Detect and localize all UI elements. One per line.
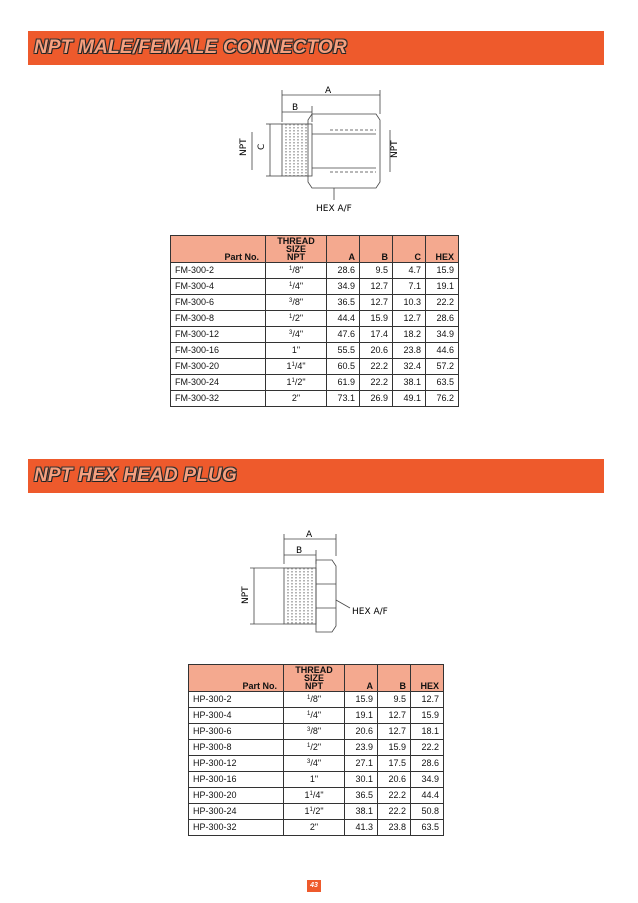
hex-value-cell: 18.1 <box>411 724 444 740</box>
b-value-cell: 26.9 <box>360 391 393 407</box>
thread-size-cell: 2" <box>284 820 345 836</box>
a-value-cell: 20.6 <box>345 724 378 740</box>
table-row <box>189 692 444 708</box>
b-value-cell: 9.5 <box>378 692 411 708</box>
a-value-cell: 28.6 <box>327 263 360 279</box>
hex-value-cell: 15.9 <box>411 708 444 724</box>
thread-size-cell: $^1$/4" <box>266 279 327 295</box>
c-value-cell: 10.3 <box>393 295 426 311</box>
a-value-cell: 34.9 <box>327 279 360 295</box>
part-number-cell: FM-300-32 <box>171 391 266 407</box>
hex-value-cell: 50.8 <box>411 804 444 820</box>
b-value-cell: 22.2 <box>360 375 393 391</box>
b-value-cell: 15.9 <box>360 311 393 327</box>
col-a: A <box>327 236 360 263</box>
part-number-cell: FM-300-6 <box>171 295 266 311</box>
part-number-cell: FM-300-20 <box>171 359 266 375</box>
a-value-cell: 23.9 <box>345 740 378 756</box>
col-thread-size: THREAD SIZE NPT <box>266 236 327 263</box>
hex-value-cell: 76.2 <box>426 391 459 407</box>
col-a: A <box>345 665 378 692</box>
b-value-cell: 22.2 <box>378 804 411 820</box>
hex-value-cell: 28.6 <box>426 311 459 327</box>
dim-a-label: A <box>325 86 332 96</box>
c-value-cell: 7.1 <box>393 279 426 295</box>
table-row <box>171 327 459 343</box>
part-number-cell: FM-300-2 <box>171 263 266 279</box>
col-b: B <box>378 665 411 692</box>
a-value-cell: 47.6 <box>327 327 360 343</box>
table-header-row <box>189 665 444 692</box>
c-value-cell: 32.4 <box>393 359 426 375</box>
thread-size-cell: $1^1/2$" <box>266 375 327 391</box>
thread-size-cell: $^1$/2" <box>284 740 345 756</box>
table-row <box>189 724 444 740</box>
col-part-no: Part No. <box>171 236 266 263</box>
hex-value-cell: 28.6 <box>411 756 444 772</box>
section-title: NPT HEX HEAD PLUG <box>34 465 237 486</box>
table-row <box>171 279 459 295</box>
hex-value-cell: 57.2 <box>426 359 459 375</box>
page-number: 43 <box>307 880 321 892</box>
a-value-cell: 36.5 <box>327 295 360 311</box>
part-number-cell: HP-300-2 <box>189 692 284 708</box>
part-number-cell: FM-300-8 <box>171 311 266 327</box>
hex-value-cell: 34.9 <box>426 327 459 343</box>
hex-value-cell: 34.9 <box>411 772 444 788</box>
hex-value-cell: 22.2 <box>426 295 459 311</box>
plug-drawing <box>232 528 402 638</box>
part-number-cell: HP-300-32 <box>189 820 284 836</box>
part-number-cell: HP-300-12 <box>189 756 284 772</box>
c-value-cell: 12.7 <box>393 311 426 327</box>
a-value-cell: 38.1 <box>345 804 378 820</box>
npt-right-label: NPT <box>390 140 400 158</box>
c-value-cell: 4.7 <box>393 263 426 279</box>
hex-value-cell: 12.7 <box>411 692 444 708</box>
table-row <box>189 708 444 724</box>
b-value-cell: 12.7 <box>360 279 393 295</box>
part-number-cell: HP-300-24 <box>189 804 284 820</box>
hex-value-cell: 63.5 <box>411 820 444 836</box>
npt-label: NPT <box>241 586 251 604</box>
table-row <box>189 756 444 772</box>
table-row <box>171 375 459 391</box>
dim-b-label: B <box>296 546 303 556</box>
c-value-cell: 38.1 <box>393 375 426 391</box>
a-value-cell: 19.1 <box>345 708 378 724</box>
b-value-cell: 23.8 <box>378 820 411 836</box>
dim-c-label: C <box>257 143 267 150</box>
thread-size-cell: $1^1/4$" <box>284 788 345 804</box>
col-part-no: Part No. <box>189 665 284 692</box>
b-value-cell: 12.7 <box>378 708 411 724</box>
b-value-cell: 12.7 <box>378 724 411 740</box>
a-value-cell: 55.5 <box>327 343 360 359</box>
dim-b-label: B <box>292 103 299 113</box>
a-value-cell: 27.1 <box>345 756 378 772</box>
b-value-cell: 12.7 <box>360 295 393 311</box>
part-number-cell: HP-300-16 <box>189 772 284 788</box>
thread-size-cell: $^1$/8" <box>266 263 327 279</box>
col-hex: HEX <box>411 665 444 692</box>
part-number-cell: FM-300-4 <box>171 279 266 295</box>
b-value-cell: 22.2 <box>360 359 393 375</box>
part-number-cell: FM-300-24 <box>171 375 266 391</box>
b-value-cell: 15.9 <box>378 740 411 756</box>
col-b: B <box>360 236 393 263</box>
a-value-cell: 73.1 <box>327 391 360 407</box>
hex-af-label: HEX A/F <box>352 607 388 617</box>
thread-size-cell: 1" <box>266 343 327 359</box>
hex-value-cell: 19.1 <box>426 279 459 295</box>
table-row <box>189 772 444 788</box>
part-number-cell: FM-300-16 <box>171 343 266 359</box>
c-value-cell: 49.1 <box>393 391 426 407</box>
plug-spec-table <box>188 664 444 836</box>
table-row <box>189 740 444 756</box>
part-number-cell: HP-300-4 <box>189 708 284 724</box>
hex-value-cell: 22.2 <box>411 740 444 756</box>
table-header-row <box>171 236 459 263</box>
thread-size-cell: $^3$/8" <box>284 724 345 740</box>
col-c: C <box>393 236 426 263</box>
table-row <box>171 263 459 279</box>
col-thread-size: THREAD SIZE NPT <box>284 665 345 692</box>
col-hex: HEX <box>426 236 459 263</box>
hex-af-label: HEX A/F <box>316 204 352 214</box>
table-row <box>189 788 444 804</box>
b-value-cell: 17.5 <box>378 756 411 772</box>
table-row <box>171 359 459 375</box>
connector-drawing <box>230 84 400 221</box>
a-value-cell: 60.5 <box>327 359 360 375</box>
table-row <box>171 295 459 311</box>
a-value-cell: 41.3 <box>345 820 378 836</box>
thread-size-cell: $^3$/4" <box>284 756 345 772</box>
a-value-cell: 44.4 <box>327 311 360 327</box>
thread-size-cell: $^3$/8" <box>266 295 327 311</box>
thread-size-cell: $^1$/4" <box>284 708 345 724</box>
part-number-cell: HP-300-8 <box>189 740 284 756</box>
thread-size-cell: 2" <box>266 391 327 407</box>
a-value-cell: 15.9 <box>345 692 378 708</box>
table-row <box>189 804 444 820</box>
connector-spec-table <box>170 235 459 407</box>
part-number-cell: HP-300-6 <box>189 724 284 740</box>
table-row <box>171 343 459 359</box>
b-value-cell: 20.6 <box>360 343 393 359</box>
hex-value-cell: 44.6 <box>426 343 459 359</box>
b-value-cell: 20.6 <box>378 772 411 788</box>
a-value-cell: 36.5 <box>345 788 378 804</box>
c-value-cell: 18.2 <box>393 327 426 343</box>
thread-size-cell: 1" <box>284 772 345 788</box>
thread-size-cell: $^1$/8" <box>284 692 345 708</box>
b-value-cell: 17.4 <box>360 327 393 343</box>
part-number-cell: HP-300-20 <box>189 788 284 804</box>
c-value-cell: 23.8 <box>393 343 426 359</box>
table-row <box>171 391 459 407</box>
part-number-cell: FM-300-12 <box>171 327 266 343</box>
a-value-cell: 61.9 <box>327 375 360 391</box>
b-value-cell: 22.2 <box>378 788 411 804</box>
section-banner-connector <box>28 31 604 65</box>
b-value-cell: 9.5 <box>360 263 393 279</box>
thread-size-cell: $1^1/2$" <box>284 804 345 820</box>
section-title: NPT MALE/FEMALE CONNECTOR <box>34 37 347 58</box>
npt-left-label: NPT <box>239 138 249 156</box>
dim-a-label: A <box>306 530 313 540</box>
thread-size-cell: $^1$/2" <box>266 311 327 327</box>
table-row <box>171 311 459 327</box>
table-row <box>189 820 444 836</box>
thread-size-cell: $^3$/4" <box>266 327 327 343</box>
hex-value-cell: 44.4 <box>411 788 444 804</box>
a-value-cell: 30.1 <box>345 772 378 788</box>
hex-value-cell: 63.5 <box>426 375 459 391</box>
section-banner-plug <box>28 459 604 493</box>
thread-size-cell: $1^1/4$" <box>266 359 327 375</box>
hex-value-cell: 15.9 <box>426 263 459 279</box>
